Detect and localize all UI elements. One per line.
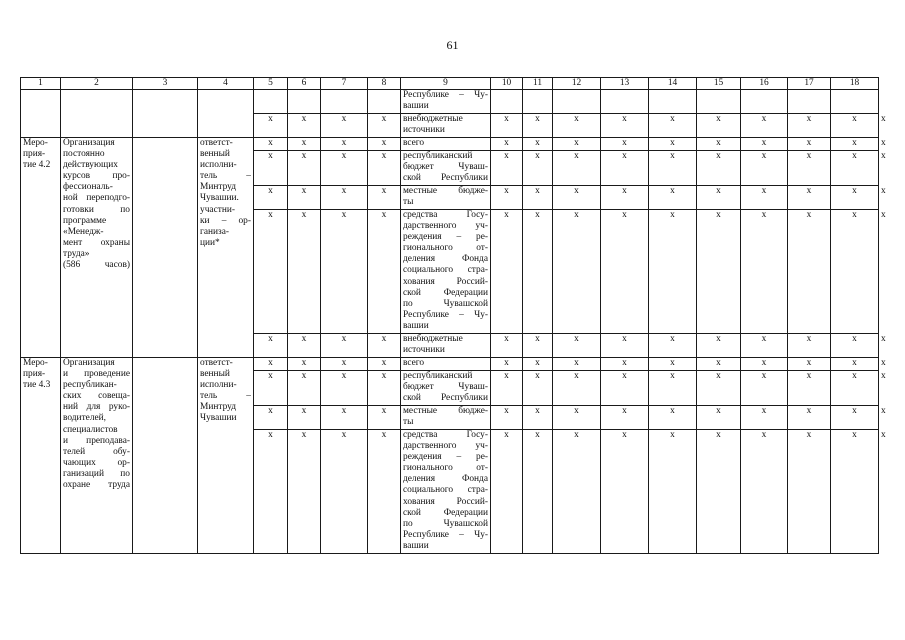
value-cell: x [716, 210, 721, 220]
measure-name-line: республикан- [63, 380, 117, 391]
value-cell: x [881, 138, 886, 148]
table-rule [600, 77, 601, 554]
value-cell: x [881, 430, 886, 440]
value-cell: x [341, 186, 347, 196]
measure-name-line: водителей, [63, 413, 107, 424]
value-cell: x [716, 334, 721, 344]
measure-name-line: специалистов [63, 424, 118, 435]
column-header-11: 11 [532, 78, 543, 88]
measure-name-line: фессиональ- [63, 182, 113, 193]
measure-name-line: ной переподго- [63, 193, 130, 204]
measure-name-line: ганизаций по [63, 468, 130, 479]
measure-executor-line: ответст- [200, 358, 233, 368]
value-cell [523, 90, 552, 113]
funding-source-line: местные бюдже- [403, 186, 488, 196]
value-cell: x [761, 114, 767, 124]
value-cell: x [852, 151, 857, 161]
funding-source-line: местные бюдже- [403, 406, 488, 416]
measure-executor-line: венный [200, 149, 230, 160]
funding-source-line: хования Россий- [403, 276, 488, 287]
table-rule [287, 77, 288, 554]
value-cell: x [852, 114, 857, 124]
value-cell: x [670, 186, 675, 196]
value-cell: x [622, 334, 627, 344]
value-cell: x [806, 334, 812, 344]
measure-name-line: готовки по [63, 204, 130, 215]
funding-source-line: социального стра- [403, 485, 488, 496]
value-cell: x [341, 358, 347, 368]
value-cell: x [381, 210, 387, 220]
value-cell: x [881, 358, 886, 368]
value-cell: x [881, 210, 886, 220]
column-header-13: 13 [619, 78, 630, 88]
measure-executor-line: Чувашии. [200, 193, 239, 204]
value-cell: x [381, 430, 387, 440]
value-cell: x [268, 406, 273, 416]
value-cell: x [852, 371, 857, 381]
funding-source-line: дарственного уч- [403, 221, 488, 232]
measure-code-line: тие 4.2 [23, 160, 51, 171]
measure-name-line: «Менедж- [63, 226, 104, 237]
value-cell [788, 90, 830, 113]
funding-source-line: по Чувашской [403, 518, 488, 529]
value-cell: x [881, 114, 886, 124]
value-cell: x [504, 430, 509, 440]
funding-source [401, 358, 490, 370]
value-cell [741, 90, 787, 113]
value-cell [553, 90, 600, 113]
measure-name-line: курсов про- [63, 171, 130, 182]
table-rule [132, 77, 133, 554]
column-header-12: 12 [571, 78, 582, 88]
value-cell: x [670, 406, 675, 416]
funding-source [401, 371, 490, 405]
funding-source [401, 406, 490, 429]
measure-name-line: и преподава- [63, 435, 130, 446]
funding-source-line: реждения – ре- [403, 452, 488, 463]
measure-executor-line: Чувашии [200, 413, 237, 424]
measure-name-line: телей обу- [63, 446, 130, 457]
column-header-16: 16 [759, 78, 769, 88]
funding-source-line: вашии [403, 101, 429, 112]
value-cell: x [622, 358, 627, 368]
value-cell: x [881, 186, 886, 196]
funding-source [401, 90, 490, 113]
funding-source-line: ской Республики [403, 393, 488, 404]
funding-source [401, 151, 490, 185]
value-cell: x [852, 334, 857, 344]
value-cell: x [574, 210, 579, 220]
value-cell: x [535, 430, 540, 440]
measure-name-line: труда» [63, 248, 90, 259]
value-cell: x [806, 430, 812, 440]
measure-code-line: Меро- [23, 138, 48, 148]
funding-source-line: реждения – ре- [403, 232, 488, 243]
value-cell: x [341, 151, 347, 161]
value-cell: x [716, 371, 721, 381]
funding-source [401, 334, 490, 357]
value-cell: x [268, 430, 273, 440]
value-cell: x [761, 430, 767, 440]
measure-code [21, 138, 60, 357]
value-cell: x [301, 406, 307, 416]
value-cell: x [852, 210, 857, 220]
funding-source-line: по Чувашской [403, 298, 488, 309]
measure-name-line: мент охраны [63, 237, 130, 248]
value-cell [321, 90, 367, 113]
table-rule [20, 77, 21, 554]
column-header-8: 8 [381, 78, 387, 88]
value-cell: x [622, 430, 627, 440]
funding-source-line: вашии [403, 540, 429, 551]
measure-name-line: Организация [63, 138, 115, 148]
value-cell: x [535, 151, 540, 161]
value-cell: x [574, 371, 579, 381]
value-cell: x [574, 186, 579, 196]
measure-executor-line: Минтруд [200, 182, 237, 193]
value-cell: x [341, 138, 347, 148]
value-cell: x [268, 114, 273, 124]
funding-source-line: Республике – Чу- [403, 529, 488, 540]
value-cell: x [670, 430, 675, 440]
measure-executor [198, 138, 253, 357]
value-cell: x [622, 210, 627, 220]
measure-executor-line: ответст- [200, 138, 233, 148]
value-cell: x [301, 210, 307, 220]
measure-name-line: ний для руко- [63, 402, 130, 413]
value-cell: x [852, 138, 857, 148]
value-cell: x [761, 210, 767, 220]
measure-name [61, 358, 132, 553]
measure-executor-line: ганиза- [200, 226, 230, 237]
funding-source-line: ты [403, 417, 414, 428]
measure-name-line: (586 часов) [63, 260, 130, 271]
funding-source-line: источники [403, 345, 445, 356]
value-cell: x [301, 138, 307, 148]
value-cell: x [881, 371, 886, 381]
column-header-1: 1 [38, 78, 43, 88]
measure-name-line: ских совеща- [63, 391, 130, 402]
funding-source-line: ской Федерации [403, 287, 488, 298]
column-header-10: 10 [501, 78, 512, 88]
column-header-9: 9 [443, 78, 448, 88]
column-header-18: 18 [849, 78, 860, 88]
column-header-7: 7 [341, 78, 347, 88]
value-cell: x [806, 358, 812, 368]
funding-source [401, 114, 490, 137]
column-header-17: 17 [804, 78, 814, 88]
funding-source-line: деления Фонда [403, 254, 488, 265]
measure-executor-line: ции* [200, 237, 220, 248]
value-cell: x [761, 138, 767, 148]
measure-name-line: программе [63, 215, 107, 226]
value-cell: x [852, 358, 857, 368]
measure-code-line: Меро- [23, 358, 48, 368]
value-cell: x [268, 186, 273, 196]
value-cell: x [716, 151, 721, 161]
measure-code [21, 358, 60, 553]
value-cell: x [504, 358, 509, 368]
value-cell: x [301, 334, 307, 344]
funding-source-line: всего [403, 138, 425, 148]
value-cell: x [268, 138, 273, 148]
measure-name-line: действующих [63, 160, 118, 171]
value-cell [601, 90, 648, 113]
measure-name [61, 138, 132, 357]
value-cell [697, 90, 740, 113]
value-cell: x [574, 334, 579, 344]
value-cell: x [504, 210, 509, 220]
funding-source [401, 186, 490, 209]
measure-executor-line: Минтруд [200, 402, 237, 413]
table-rule [367, 77, 368, 554]
value-cell: x [761, 151, 767, 161]
value-cell: x [670, 138, 675, 148]
value-cell [288, 90, 320, 113]
table-rule [830, 77, 831, 554]
column-header-15: 15 [713, 78, 724, 88]
value-cell: x [341, 114, 347, 124]
measure-code-line: прия- [23, 369, 46, 380]
measure-executor [198, 358, 253, 553]
value-cell [491, 90, 522, 113]
value-cell: x [716, 138, 721, 148]
funding-source-line: источники [403, 125, 445, 136]
value-cell: x [881, 334, 886, 344]
funding-source [401, 210, 490, 333]
value-cell: x [806, 138, 812, 148]
funding-source-line: всего [403, 358, 425, 368]
column-header-2: 2 [94, 78, 99, 88]
value-cell: x [301, 114, 307, 124]
table-rule [740, 77, 741, 554]
value-cell: x [341, 406, 347, 416]
value-cell: x [268, 358, 273, 368]
value-cell: x [806, 186, 812, 196]
value-cell: x [574, 151, 579, 161]
funding-source-line: дарственного уч- [403, 441, 488, 452]
measure-executor-line: ки – ор- [200, 215, 251, 226]
value-cell [368, 90, 400, 113]
table-rule [878, 77, 879, 554]
value-cell: x [716, 358, 721, 368]
value-cell: x [381, 186, 387, 196]
value-cell: x [716, 186, 721, 196]
funding-source-line: ской Федерации [403, 507, 488, 518]
measure-name-line: Организация [63, 358, 115, 368]
value-cell: x [670, 371, 675, 381]
measure-executor-line: тель – [200, 391, 251, 402]
value-cell: x [670, 358, 675, 368]
value-cell: x [268, 210, 273, 220]
value-cell: x [806, 210, 812, 220]
table-rule [253, 77, 254, 554]
value-cell: x [535, 138, 540, 148]
column-header-5: 5 [268, 78, 273, 88]
measure-code-line: тие 4.3 [23, 380, 51, 391]
value-cell: x [574, 358, 579, 368]
value-cell: x [381, 114, 387, 124]
value-cell [879, 90, 883, 113]
value-cell: x [268, 151, 273, 161]
value-cell: x [535, 406, 540, 416]
value-cell: x [341, 334, 347, 344]
column-header-3: 3 [162, 78, 168, 88]
funding-source-line: внебюджетные [403, 114, 463, 124]
value-cell: x [574, 406, 579, 416]
value-cell: x [806, 151, 812, 161]
value-cell: x [716, 406, 721, 416]
value-cell: x [535, 358, 540, 368]
value-cell [831, 90, 878, 113]
value-cell: x [761, 334, 767, 344]
funding-source-line: республиканский [403, 371, 473, 381]
funding-source-line: ской Республики [403, 173, 488, 184]
measure-name-line: чающих ор- [63, 457, 130, 468]
value-cell: x [716, 114, 721, 124]
value-cell: x [341, 430, 347, 440]
value-cell: x [268, 334, 273, 344]
table-rule [400, 77, 401, 554]
value-cell: x [301, 151, 307, 161]
measure-code-line: прия- [23, 149, 46, 160]
value-cell: x [504, 138, 509, 148]
measure-executor-line: участни- [200, 204, 235, 215]
value-cell: x [301, 430, 307, 440]
value-cell: x [622, 186, 627, 196]
funding-source-line: ты [403, 197, 414, 208]
table-rule [522, 77, 523, 554]
column-header-4: 4 [223, 78, 228, 88]
funding-source-line: республиканский [403, 151, 473, 161]
funding-source-line: Республике – Чу- [403, 309, 488, 320]
funding-source-line: средства Госу- [403, 210, 488, 220]
value-cell: x [341, 210, 347, 220]
table-rule [787, 77, 788, 554]
table-rule [552, 77, 553, 554]
table-rule [320, 77, 321, 554]
value-cell: x [574, 430, 579, 440]
value-cell: x [806, 406, 812, 416]
value-cell: x [852, 186, 857, 196]
value-cell: x [504, 114, 509, 124]
funding-source-line: Республике – Чу- [403, 90, 488, 100]
funding-source [401, 430, 490, 553]
measure-executor-line: тель – [200, 171, 251, 182]
funding-source-line: деления Фонда [403, 474, 488, 485]
value-cell: x [622, 151, 627, 161]
value-cell: x [852, 430, 857, 440]
value-cell: x [381, 371, 387, 381]
table-rule [197, 77, 198, 554]
value-cell: x [381, 358, 387, 368]
table-rule [648, 77, 649, 554]
value-cell: x [761, 186, 767, 196]
value-cell: x [716, 430, 721, 440]
value-cell: x [761, 406, 767, 416]
value-cell [649, 90, 696, 113]
value-cell: x [622, 114, 627, 124]
value-cell: x [881, 151, 886, 161]
value-cell: x [341, 371, 347, 381]
value-cell: x [622, 371, 627, 381]
value-cell: x [670, 210, 675, 220]
measure-executor-line: исполни- [200, 380, 237, 391]
funding-source-line: бюджет Чуваш- [403, 382, 488, 393]
table-rule [20, 553, 879, 554]
measure-executor-line: венный [200, 369, 230, 380]
value-cell: x [670, 114, 675, 124]
column-header-14: 14 [667, 78, 678, 88]
value-cell: x [268, 371, 273, 381]
funding-source-line: вашии [403, 320, 429, 331]
value-cell: x [852, 406, 857, 416]
funding-source-line: социального стра- [403, 265, 488, 276]
measure-name-line: постоянно [63, 149, 105, 160]
value-cell: x [381, 334, 387, 344]
value-cell: x [670, 334, 675, 344]
measure-name-line: и проведение [63, 369, 130, 380]
value-cell: x [504, 186, 509, 196]
measure-name-line: охране труда [63, 480, 130, 491]
value-cell: x [535, 210, 540, 220]
value-cell: x [301, 371, 307, 381]
value-cell: x [670, 151, 675, 161]
funding-source [401, 138, 490, 150]
value-cell: x [381, 406, 387, 416]
table-rule [60, 77, 61, 554]
value-cell: x [622, 406, 627, 416]
value-cell: x [535, 114, 540, 124]
value-cell: x [806, 371, 812, 381]
funding-source-line: внебюджетные [403, 334, 463, 344]
funding-source-line: гионального от- [403, 243, 488, 254]
value-cell: x [881, 406, 886, 416]
value-cell: x [381, 151, 387, 161]
value-cell: x [761, 371, 767, 381]
funding-source-line: гионального от- [403, 463, 488, 474]
value-cell: x [535, 334, 540, 344]
funding-source-line: бюджет Чуваш- [403, 162, 488, 173]
value-cell: x [761, 358, 767, 368]
value-cell: x [504, 371, 509, 381]
page-number: 61 [446, 38, 459, 52]
value-cell: x [806, 114, 812, 124]
value-cell: x [301, 358, 307, 368]
value-cell: x [504, 151, 509, 161]
value-cell: x [504, 334, 509, 344]
column-header-6: 6 [301, 78, 307, 88]
value-cell: x [535, 371, 540, 381]
funding-source-line: средства Госу- [403, 430, 488, 440]
table-rule [490, 77, 491, 554]
value-cell: x [381, 138, 387, 148]
value-cell: x [574, 114, 579, 124]
funding-source-line: хования Россий- [403, 496, 488, 507]
value-cell: x [622, 138, 627, 148]
value-cell: x [504, 406, 509, 416]
value-cell: x [301, 186, 307, 196]
value-cell: x [574, 138, 579, 148]
value-cell: x [535, 186, 540, 196]
table-rule [696, 77, 697, 554]
value-cell [254, 90, 287, 113]
measure-executor-line: исполни- [200, 160, 237, 171]
